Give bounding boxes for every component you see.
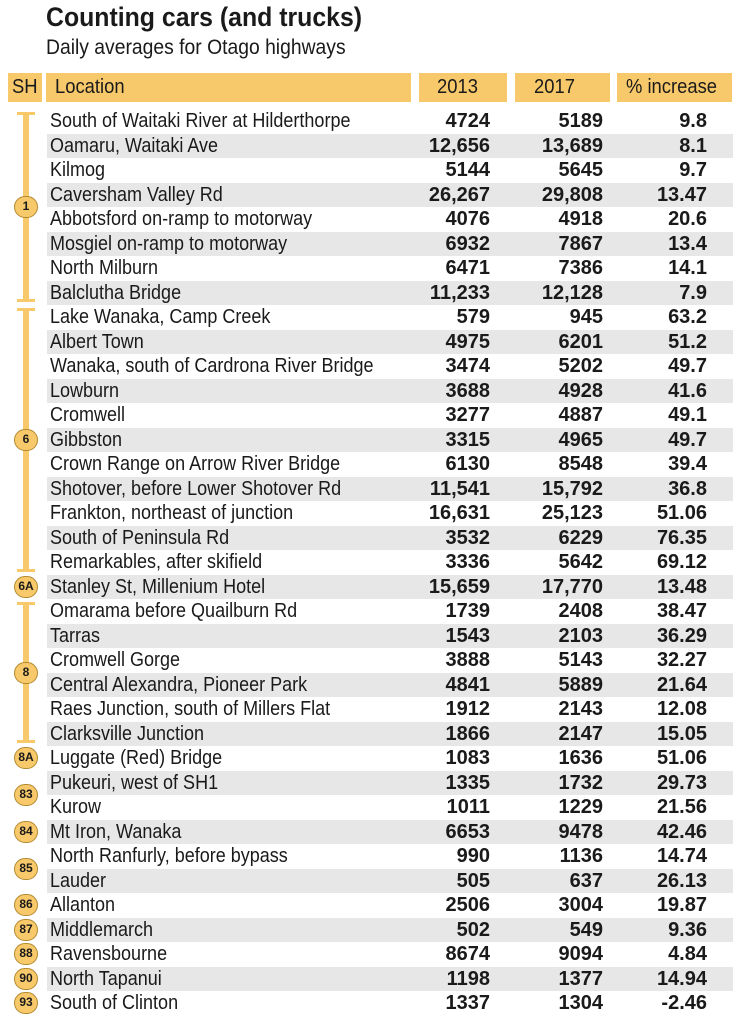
table-row bbox=[47, 942, 733, 966]
highway-shield-icon: 8A bbox=[14, 747, 38, 769]
highway-shield-icon: 8 bbox=[14, 662, 38, 684]
table-row bbox=[47, 697, 733, 721]
highway-shield-icon: 6A bbox=[14, 576, 38, 598]
row-value-2013: 1083 bbox=[445, 747, 490, 769]
highway-bracket-cap bbox=[17, 308, 35, 311]
header-increase-label: % increase bbox=[626, 76, 718, 98]
row-value-2013: 4076 bbox=[445, 208, 490, 230]
row-location: Pukeuri, west of SH1 bbox=[50, 771, 219, 794]
table-row bbox=[47, 134, 733, 158]
row-value-2013: 4724 bbox=[445, 110, 490, 132]
table-row bbox=[47, 207, 733, 231]
table-row bbox=[47, 501, 733, 525]
row-value-2017: 9094 bbox=[558, 943, 603, 965]
row-percent-increase: 21.56 bbox=[656, 796, 707, 818]
row-value-2013: 26,267 bbox=[428, 183, 490, 206]
row-percent-increase: 49.1 bbox=[668, 404, 707, 426]
row-value-2017: 9478 bbox=[558, 820, 603, 843]
table-row bbox=[47, 183, 733, 207]
row-value-2013: 579 bbox=[456, 306, 490, 328]
row-value-2013: 1912 bbox=[445, 698, 490, 720]
row-location: Middlemarch bbox=[50, 918, 154, 941]
row-percent-increase: 63.2 bbox=[668, 306, 707, 328]
row-location: Tarras bbox=[50, 624, 101, 647]
row-value-2017: 7386 bbox=[558, 257, 603, 279]
row-value-2017: 17,770 bbox=[541, 575, 603, 598]
row-value-2013: 3532 bbox=[445, 526, 490, 549]
row-value-2013: 6471 bbox=[445, 257, 490, 279]
row-location: Caversham Valley Rd bbox=[50, 183, 223, 206]
row-value-2017: 2103 bbox=[558, 624, 603, 647]
row-location: Cromwell Gorge bbox=[50, 649, 181, 671]
row-value-2013: 3315 bbox=[445, 428, 490, 451]
row-value-2017: 5889 bbox=[558, 673, 603, 696]
row-value-2017: 4918 bbox=[558, 208, 603, 230]
row-location: Abbotsford on-ramp to motorway bbox=[50, 208, 313, 230]
highway-bracket-cap bbox=[17, 112, 35, 115]
row-value-2017: 4928 bbox=[558, 379, 603, 402]
table-row bbox=[47, 232, 733, 256]
row-value-2017: 4887 bbox=[558, 404, 603, 426]
table-row bbox=[47, 575, 733, 599]
row-value-2017: 2147 bbox=[558, 722, 603, 745]
table-row bbox=[47, 624, 733, 648]
row-value-2013: 11,233 bbox=[429, 281, 490, 304]
row-percent-increase: 21.64 bbox=[656, 673, 707, 696]
table-row bbox=[47, 771, 733, 795]
row-value-2017: 1229 bbox=[558, 796, 603, 818]
row-percent-increase: 9.8 bbox=[679, 110, 707, 132]
row-percent-increase: 9.36 bbox=[668, 918, 707, 941]
row-percent-increase: 8.1 bbox=[679, 134, 707, 157]
row-percent-increase: 13.47 bbox=[656, 183, 707, 206]
row-value-2017: 1732 bbox=[558, 771, 603, 794]
row-location: Kurow bbox=[50, 796, 102, 818]
row-percent-increase: 7.9 bbox=[679, 281, 707, 304]
table-row bbox=[47, 967, 733, 991]
row-location: Central Alexandra, Pioneer Park bbox=[50, 673, 308, 696]
row-percent-increase: 9.7 bbox=[679, 159, 707, 181]
table-row bbox=[47, 452, 733, 476]
row-location: Lauder bbox=[50, 869, 107, 892]
row-value-2013: 1337 bbox=[445, 992, 490, 1014]
highway-shield-icon: 1 bbox=[14, 196, 38, 218]
row-percent-increase: 51.2 bbox=[668, 330, 707, 353]
row-value-2017: 637 bbox=[569, 869, 603, 892]
table-row bbox=[47, 330, 733, 354]
table-row bbox=[47, 722, 733, 746]
highway-shield-icon: 83 bbox=[14, 784, 38, 806]
row-value-2013: 1866 bbox=[445, 722, 490, 745]
row-value-2017: 5189 bbox=[558, 110, 603, 132]
table-row bbox=[47, 428, 733, 452]
row-value-2017: 13,689 bbox=[541, 134, 603, 157]
row-value-2013: 3888 bbox=[445, 649, 490, 671]
table-row bbox=[47, 305, 733, 329]
row-value-2017: 1377 bbox=[558, 967, 603, 990]
row-percent-increase: 36.29 bbox=[656, 624, 707, 647]
chart-title: Counting cars (and trucks) bbox=[46, 2, 363, 32]
row-location: Luggate (Red) Bridge bbox=[50, 747, 223, 769]
row-value-2017: 1136 bbox=[559, 845, 603, 867]
header-location-label: Location bbox=[55, 76, 125, 98]
table-row bbox=[47, 991, 733, 1015]
row-value-2017: 25,123 bbox=[541, 502, 603, 524]
row-value-2013: 505 bbox=[456, 869, 490, 892]
row-location: Lake Wanaka, Camp Creek bbox=[50, 306, 271, 328]
highway-shield-icon: 87 bbox=[14, 919, 38, 941]
table-row bbox=[47, 379, 733, 403]
table-row bbox=[47, 746, 733, 770]
table-row bbox=[47, 820, 733, 844]
row-location: Gibbston bbox=[50, 428, 123, 451]
row-value-2013: 6130 bbox=[445, 453, 490, 475]
highway-shield-icon: 85 bbox=[14, 858, 38, 880]
table-row bbox=[47, 648, 733, 672]
row-value-2013: 3688 bbox=[445, 379, 490, 402]
row-location: Stanley St, Millenium Hotel bbox=[50, 575, 266, 598]
row-value-2013: 502 bbox=[456, 918, 490, 941]
table-row bbox=[47, 795, 733, 819]
row-location: Wanaka, south of Cardrona River Bridge bbox=[50, 355, 374, 377]
table-row bbox=[47, 354, 733, 378]
row-value-2013: 1198 bbox=[446, 967, 490, 990]
row-value-2017: 1636 bbox=[558, 747, 603, 769]
row-percent-increase: 15.05 bbox=[656, 722, 707, 745]
row-value-2017: 3004 bbox=[558, 894, 603, 916]
row-value-2017: 29,808 bbox=[541, 183, 603, 206]
table-row bbox=[47, 599, 733, 623]
table-row bbox=[47, 256, 733, 280]
row-location: Albert Town bbox=[50, 330, 144, 353]
row-percent-increase: -2.46 bbox=[661, 992, 707, 1014]
row-value-2013: 1011 bbox=[446, 796, 490, 818]
row-percent-increase: 38.47 bbox=[656, 600, 707, 622]
header-sh-label: SH bbox=[12, 76, 38, 98]
table-row bbox=[47, 109, 733, 133]
table-row bbox=[47, 893, 733, 917]
row-percent-increase: 42.46 bbox=[656, 820, 707, 843]
chart-subtitle: Daily averages for Otago highways bbox=[46, 36, 346, 59]
row-value-2017: 15,792 bbox=[541, 477, 603, 500]
row-percent-increase: 76.35 bbox=[656, 526, 707, 549]
row-value-2017: 945 bbox=[569, 306, 603, 328]
highway-bracket-cap bbox=[17, 740, 35, 743]
row-location: North Ranfurly, before bypass bbox=[50, 845, 288, 867]
row-location: Cromwell bbox=[50, 404, 126, 426]
highway-shield-icon: 6 bbox=[14, 429, 38, 451]
row-value-2013: 2506 bbox=[445, 894, 490, 916]
row-value-2017: 2408 bbox=[558, 600, 603, 622]
row-location: Omarama before Quailburn Rd bbox=[50, 600, 298, 622]
row-location: South of Peninsula Rd bbox=[50, 526, 230, 549]
row-location: North Milburn bbox=[50, 257, 159, 279]
row-value-2017: 6229 bbox=[558, 526, 603, 549]
highway-shield-icon: 88 bbox=[14, 943, 38, 965]
row-percent-increase: 41.6 bbox=[668, 379, 707, 402]
row-value-2013: 1335 bbox=[445, 771, 490, 794]
row-value-2017: 2143 bbox=[558, 698, 603, 720]
table-row bbox=[47, 869, 733, 893]
row-location: Raes Junction, south of Millers Flat bbox=[50, 698, 331, 720]
highway-shield-icon: 84 bbox=[14, 821, 38, 843]
row-value-2017: 4965 bbox=[558, 428, 603, 451]
row-percent-increase: 4.84 bbox=[668, 943, 707, 965]
highway-shield-icon: 90 bbox=[14, 968, 38, 990]
table-row bbox=[47, 281, 733, 305]
highway-shield-icon: 86 bbox=[14, 894, 38, 916]
row-location: Balclutha Bridge bbox=[50, 281, 182, 304]
row-value-2013: 5144 bbox=[445, 159, 490, 181]
row-location: Kilmog bbox=[50, 159, 106, 181]
row-location: Lowburn bbox=[50, 379, 120, 402]
row-value-2017: 5143 bbox=[558, 649, 603, 671]
row-percent-increase: 51.06 bbox=[656, 502, 707, 524]
row-location: South of Waitaki River at Hilderthorpe bbox=[50, 110, 351, 132]
highway-shield-icon: 93 bbox=[14, 992, 38, 1014]
row-percent-increase: 19.87 bbox=[656, 894, 707, 916]
row-percent-increase: 29.73 bbox=[656, 771, 707, 794]
row-location: Frankton, northeast of junction bbox=[50, 502, 294, 524]
table-row bbox=[47, 526, 733, 550]
row-value-2013: 15,659 bbox=[428, 575, 490, 598]
row-percent-increase: 13.48 bbox=[656, 575, 707, 598]
row-value-2013: 6653 bbox=[445, 820, 490, 843]
highway-bracket-cap bbox=[17, 299, 35, 302]
row-value-2017: 1304 bbox=[558, 992, 603, 1014]
row-value-2013: 4975 bbox=[445, 330, 490, 353]
row-location: South of Clinton bbox=[50, 992, 179, 1014]
row-value-2017: 7867 bbox=[558, 232, 603, 255]
row-value-2017: 8548 bbox=[558, 453, 603, 475]
row-percent-increase: 13.4 bbox=[668, 232, 707, 255]
row-value-2013: 3474 bbox=[445, 355, 490, 377]
row-percent-increase: 20.6 bbox=[668, 208, 707, 230]
row-value-2013: 4841 bbox=[445, 673, 490, 696]
table-row bbox=[47, 918, 733, 942]
row-value-2013: 12,656 bbox=[428, 134, 490, 157]
row-location: Ravensbourne bbox=[50, 943, 168, 965]
row-value-2013: 8674 bbox=[445, 943, 490, 965]
row-location: Mosgiel on-ramp to motorway bbox=[50, 232, 288, 255]
row-percent-increase: 12.08 bbox=[656, 698, 707, 720]
row-percent-increase: 14.94 bbox=[656, 967, 707, 990]
row-percent-increase: 36.8 bbox=[668, 477, 707, 500]
row-value-2013: 11,541 bbox=[429, 477, 490, 500]
row-percent-increase: 26.13 bbox=[656, 869, 707, 892]
row-percent-increase: 49.7 bbox=[668, 355, 707, 377]
row-percent-increase: 49.7 bbox=[668, 428, 707, 451]
row-location: Oamaru, Waitaki Ave bbox=[50, 134, 219, 157]
row-percent-increase: 32.27 bbox=[656, 649, 707, 671]
row-percent-increase: 39.4 bbox=[668, 453, 707, 475]
row-percent-increase: 51.06 bbox=[656, 747, 707, 769]
row-value-2013: 1739 bbox=[445, 600, 490, 622]
row-location: Mt Iron, Wanaka bbox=[50, 820, 182, 843]
row-value-2017: 5642 bbox=[558, 551, 603, 573]
row-location: Remarkables, after skifield bbox=[50, 551, 263, 573]
row-percent-increase: 69.12 bbox=[656, 551, 707, 573]
row-value-2013: 990 bbox=[456, 845, 490, 867]
header-2017-label: 2017 bbox=[534, 76, 575, 98]
table-row bbox=[47, 550, 733, 574]
row-value-2017: 6201 bbox=[558, 330, 603, 353]
row-location: Allanton bbox=[50, 894, 116, 916]
table-row bbox=[47, 673, 733, 697]
row-percent-increase: 14.74 bbox=[656, 845, 707, 867]
table-row bbox=[47, 477, 733, 501]
row-location: Clarksville Junction bbox=[50, 722, 205, 745]
table-row bbox=[47, 158, 733, 182]
table-row bbox=[47, 403, 733, 427]
row-value-2013: 1543 bbox=[445, 624, 490, 647]
table-row bbox=[47, 844, 733, 868]
row-value-2017: 12,128 bbox=[541, 281, 603, 304]
row-value-2013: 3336 bbox=[445, 551, 490, 573]
row-value-2017: 549 bbox=[569, 918, 603, 941]
highway-bracket-cap bbox=[17, 569, 35, 572]
row-location: North Tapanui bbox=[50, 967, 162, 990]
highway-bracket-cap bbox=[17, 602, 35, 605]
row-percent-increase: 14.1 bbox=[668, 257, 707, 279]
row-location: Shotover, before Lower Shotover Rd bbox=[50, 477, 342, 500]
row-value-2013: 16,631 bbox=[428, 502, 490, 524]
row-value-2017: 5202 bbox=[558, 355, 603, 377]
row-location: Crown Range on Arrow River Bridge bbox=[50, 453, 341, 475]
row-value-2013: 3277 bbox=[445, 404, 490, 426]
row-value-2013: 6932 bbox=[445, 232, 490, 255]
header-2013-label: 2013 bbox=[437, 76, 478, 98]
row-value-2017: 5645 bbox=[558, 159, 603, 181]
